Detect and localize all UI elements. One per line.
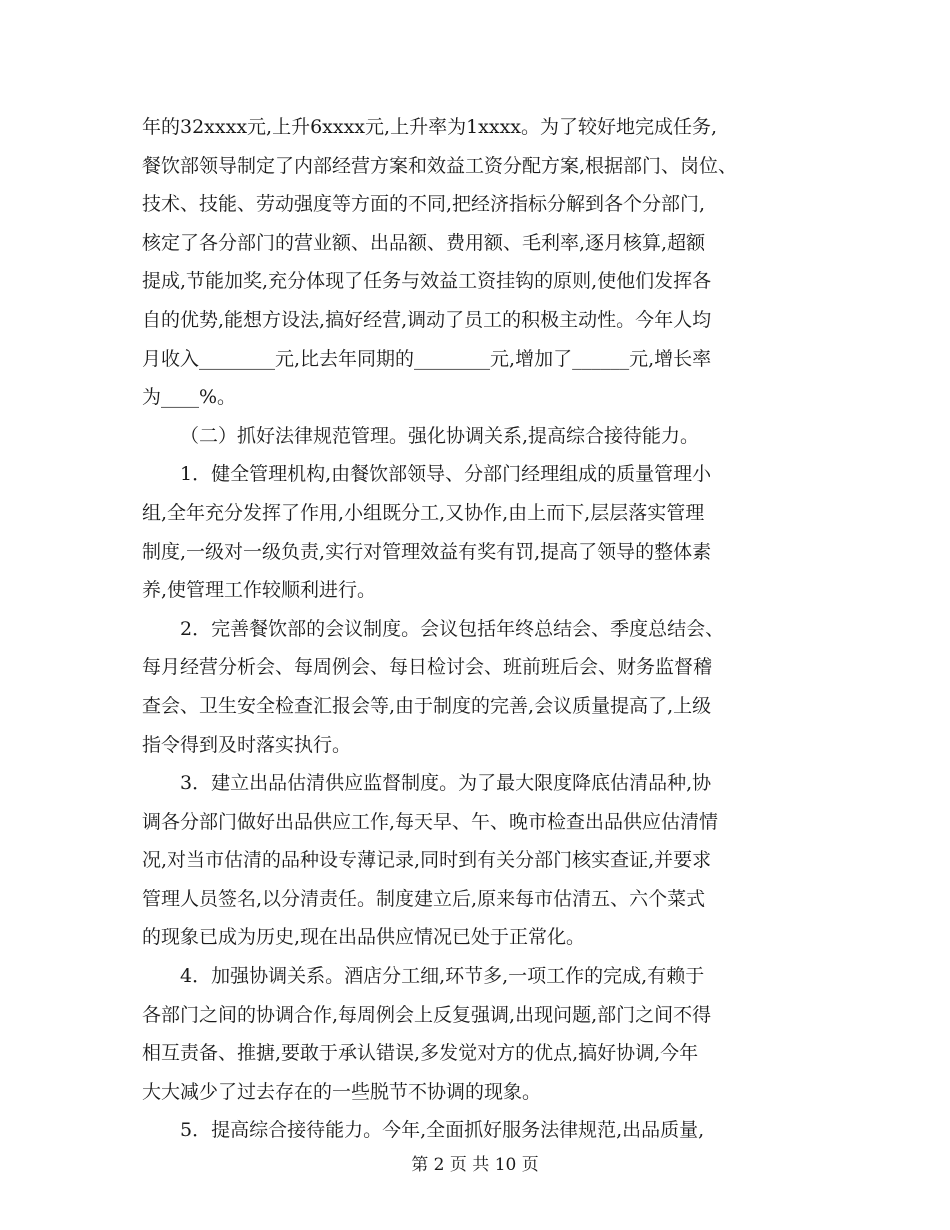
page-number-footer: 第 2 页 共 10 页 bbox=[411, 1155, 539, 1175]
text-line: 况,对当市估清的品种设专薄记录,同时到有关分部门核实查证,并要求 bbox=[142, 849, 712, 872]
text-line: 制度,一级对一级负责,实行对管理效益有奖有罚,提高了领导的整体素 bbox=[142, 540, 712, 563]
text-line: 提成,节能加奖,充分体现了任务与效益工资挂钩的原则,使他们发挥各 bbox=[142, 270, 712, 293]
paragraph-start: 1．健全管理机构,由餐饮部领导、分部门经理组成的质量管理小 bbox=[180, 463, 712, 486]
text-line: 为____%。 bbox=[142, 386, 237, 409]
paragraph-start: 2．完善餐饮部的会议制度。会议包括年终总结会、季度总结会、 bbox=[180, 617, 725, 640]
paragraph-start: 4．加强协调关系。酒店分工细,环节多,一项工作的完成,有赖于 bbox=[180, 965, 705, 988]
text-line: 核定了各分部门的营业额、出品额、费用额、毛利率,逐月核算,超额 bbox=[142, 231, 706, 254]
text-line: 管理人员签名,以分清责任。制度建立后,原来每市估清五、六个菜式 bbox=[142, 887, 706, 910]
paragraph-start: 5．提高综合接待能力。今年,全面抓好服务法律规范,出品质量, bbox=[180, 1119, 705, 1142]
text-line: 相互责备、推搪,要敢于承认错误,多发觉对方的优点,搞好协调,今年 bbox=[142, 1042, 699, 1065]
text-line: 各部门之间的协调合作,每周例会上反复强调,出现问题,部门之间不得 bbox=[142, 1003, 712, 1026]
text-line: 年的32xxxx元,上升6xxxx元,上升率为1xxxx。为了较好地完成任务, bbox=[142, 116, 718, 138]
text-line: 调各分部门做好出品供应工作,每天早、午、晚市检查出品供应估清情 bbox=[142, 810, 719, 833]
text-line: 餐饮部领导制定了内部经营方案和效益工资分配方案,根据部门、岗位、 bbox=[142, 154, 738, 177]
text-line: 自的优势,能想方设法,搞好经营,调动了员工的积极主动性。今年人均 bbox=[142, 308, 712, 331]
text-line: 组,全年充分发挥了作用,小组既分工,又协作,由上而下,层层落实管理 bbox=[142, 501, 705, 524]
text-line: 查会、卫生安全检查汇报会等,由于制度的完善,会议质量提高了,上级 bbox=[142, 694, 712, 717]
document-body bbox=[142, 108, 810, 1150]
text-line: 指令得到及时落实执行。 bbox=[142, 733, 352, 756]
paragraph-start: 3．建立出品估清供应监督制度。为了最大限度降底估清品种,协 bbox=[180, 772, 712, 795]
text-line: 大大减少了过去存在的一些脱节不协调的现象。 bbox=[142, 1080, 542, 1103]
text-line: 养,使管理工作较顺利进行。 bbox=[142, 579, 377, 602]
text-line: 的现象已成为历史,现在出品供应情况已处于正常化。 bbox=[142, 926, 586, 949]
text-line: 每月经营分析会、每周例会、每日检讨会、班前班后会、财务监督稽 bbox=[142, 656, 713, 679]
text-line: 月收入________元,比去年同期的________元,增加了______元,增长率 bbox=[142, 347, 712, 370]
text-line: 技术、技能、劳动强度等方面的不同,把经济指标分解到各个分部门, bbox=[142, 193, 706, 216]
section-heading: （二）抓好法律规范管理。强化协调关系,提高综合接待能力。 bbox=[180, 424, 700, 447]
